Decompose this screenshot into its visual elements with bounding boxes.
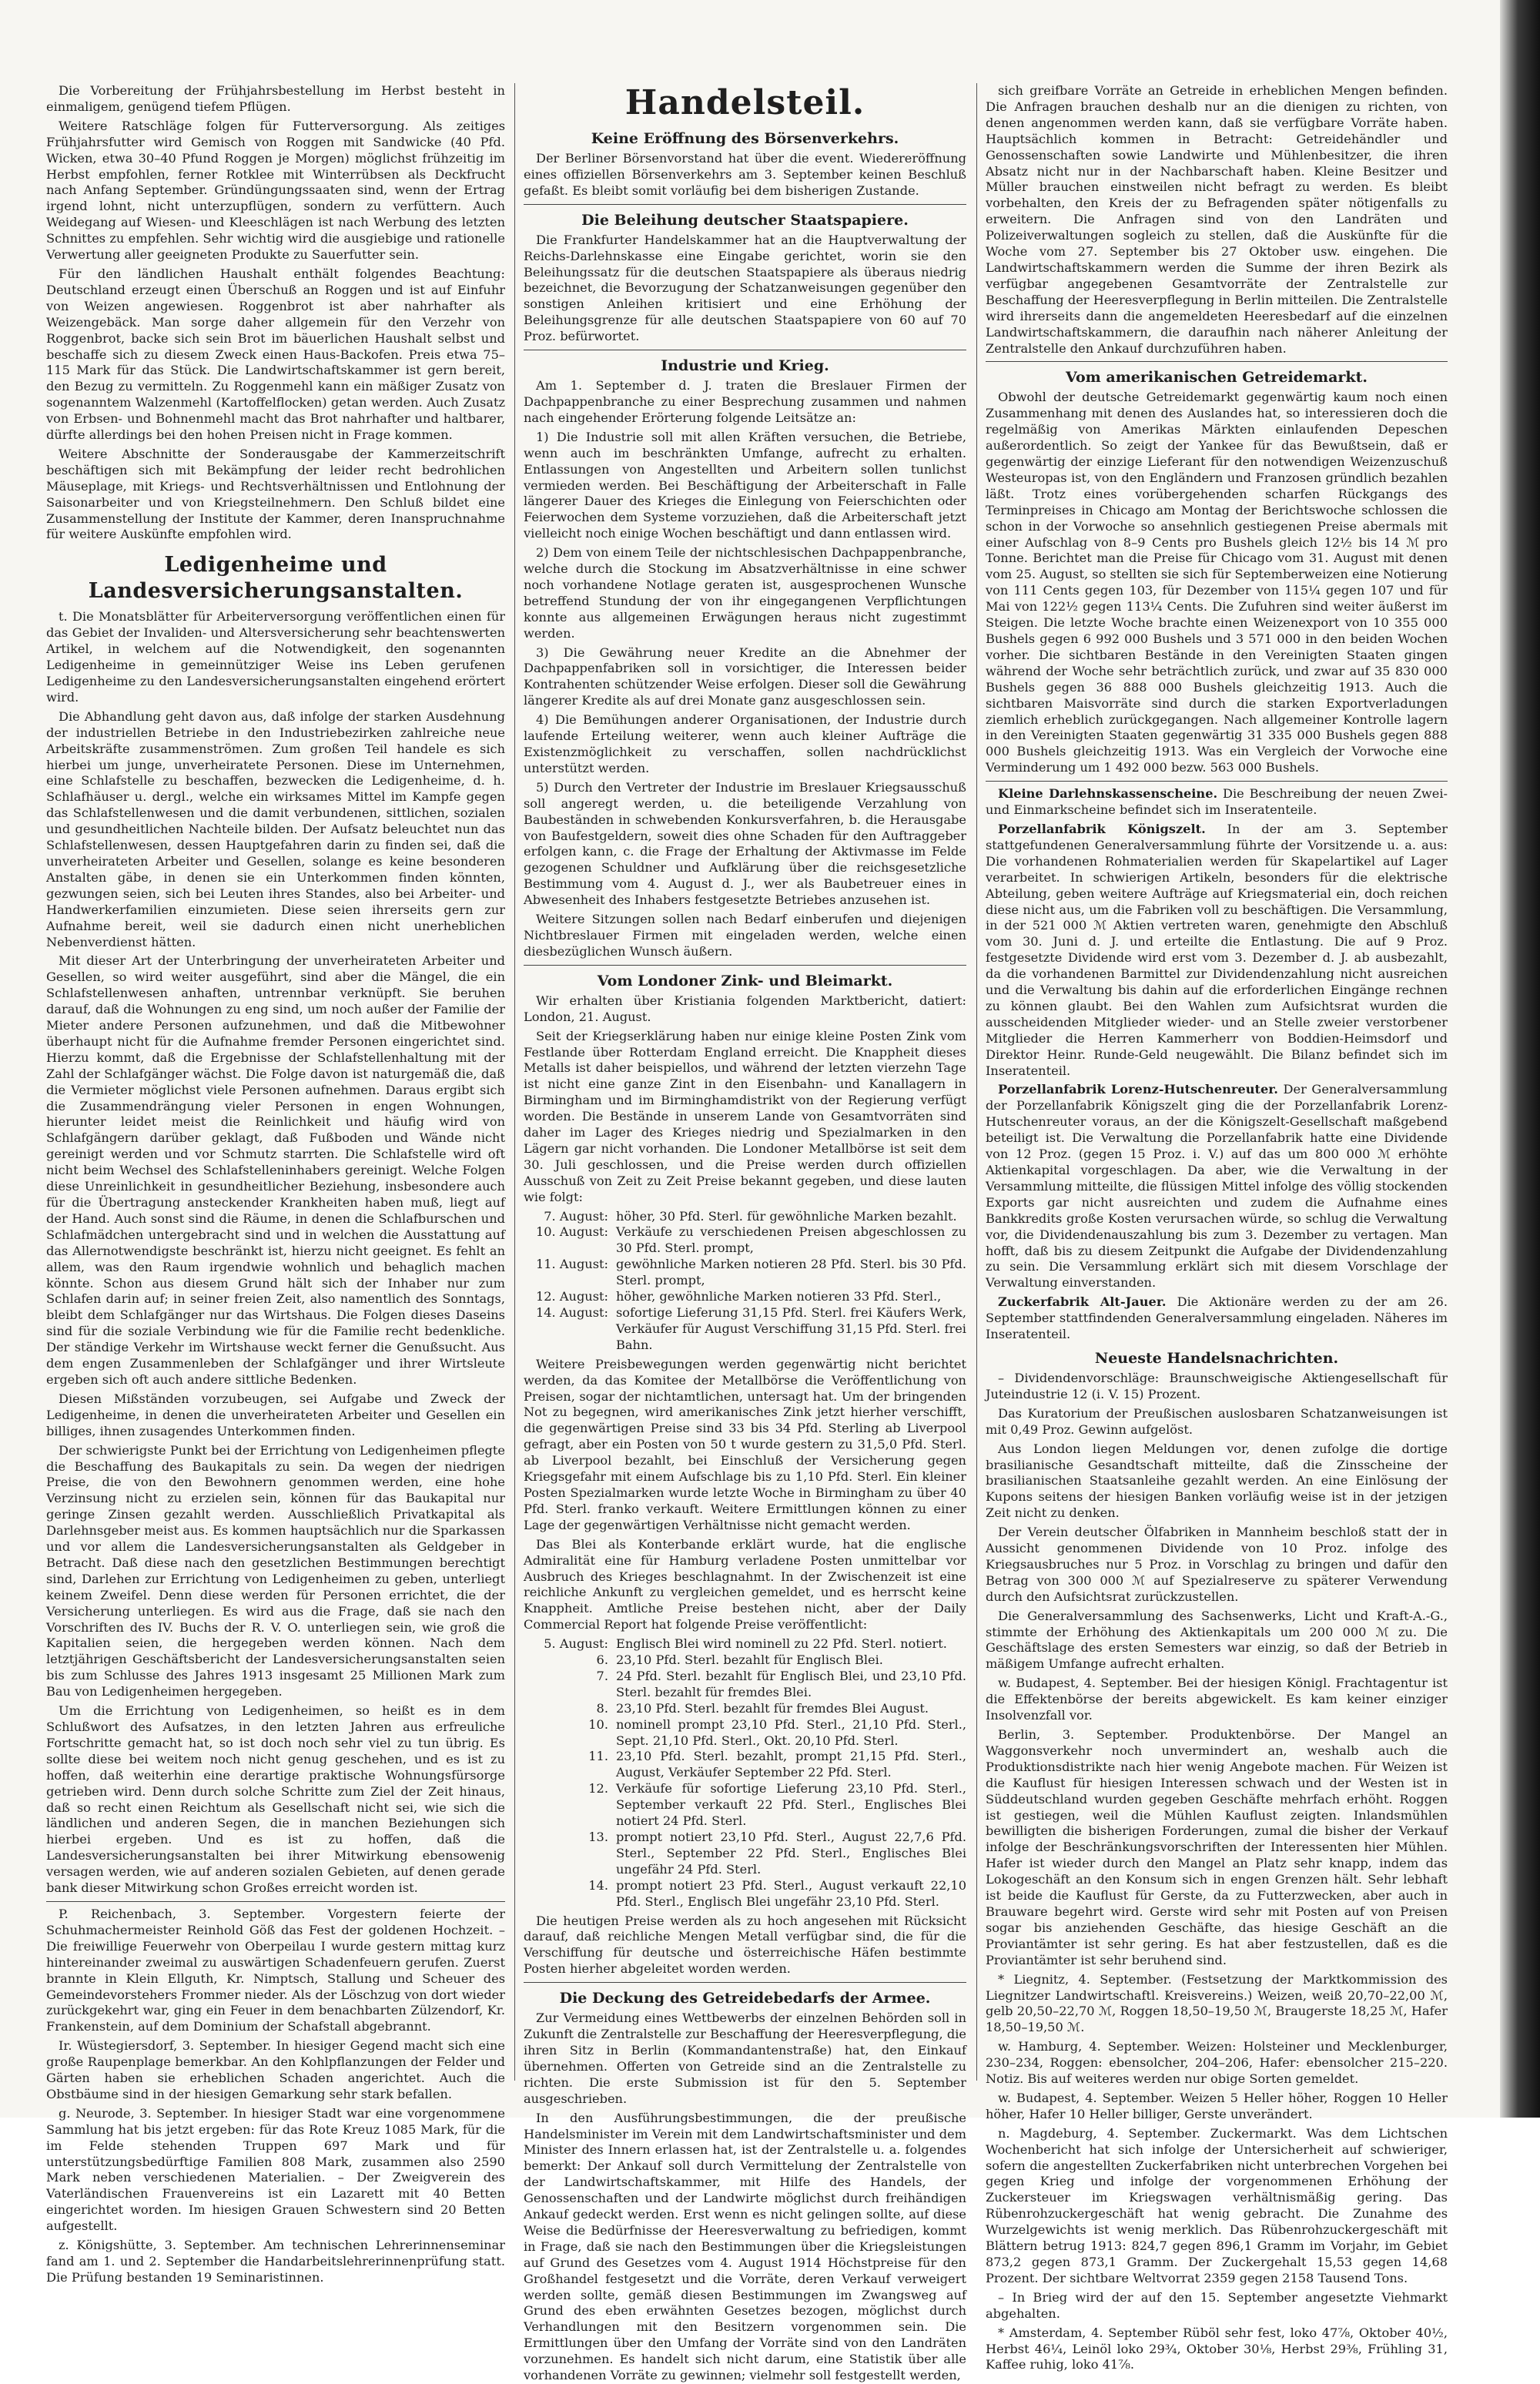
price-date: 7. August:: [544, 1208, 608, 1224]
paragraph: Das Blei als Konterbande erklärt wurde, hat die englische Admiralität eine für Hamburg verladene Posten unmittelbar vor Ausbruch des Krieges beschlagnahmt. In der Zwischenzeit ist eine reichliche Ankunft zu vergleichen gemeldet, und es herrscht keine Knappheit. Amtliche Preise bestehen nicht, aber der Daily Commercial Report hat folgende Preise veröffentlicht:: [524, 1536, 966, 1632]
paragraph: Die Frankfurter Handelskammer hat an die Hauptverwaltung der Reichs-Darlehnskasse eine Eingabe gerichtet, worin sie den Beleihungssatz für die deutschen Staatspapiere als überaus niedrig bezeichnet, die Bevorzugung der Schatzanweisungen gegenüber den sonstigen Anleihen kritisiert und eine Erhöhung der Beleihungsgrenze für alle deutschen Staatspapiere von 60 auf 70 Proz. befürwortet.: [524, 232, 966, 344]
price-table: [524, 1209, 966, 1354]
price-date: 12. August:: [535, 1289, 608, 1304]
paragraph: Die Abhandlung geht davon aus, daß infolge der starken Ausdehnung der industriellen Betriebe in den Industriebezirken zahlreiche neue Arbeitskräfte zusammenströmen. Zum großen Teil handele es sich hierbei um junge, unverheiratete Personen. Diese im Unternehmen, eine Schlafstelle zu beschaffen, bezwecken die Ledigenheime, d. h. Schlafhäuser u. dergl., welche ein wirksames Mittel im Kampfe gegen das Schlafstellenwesen und die damit verbundenen, sittlichen, sozialen und gesundheitlichen Nachteile bilden. Der Aufsatz beleuchtet nun das Schlafstellenwesen, dessen Hauptgefahren darin zu finden sei, daß die unverheirateten Arbeiter und Gesellen, solange es keine besonderen Anstalten gäbe, in denen sie ein Unterkommen finden könnten, gezwungen seien, sich bei Leuten ihres Standes, also bei Arbeiter- und Handwerkerfamilien einzumieten. Diese seien ihrerseits gern zur Aufnahme bereit, weil sie dadurch einen nicht unerheblichen Nebenverdienst hätten.: [46, 708, 505, 949]
column-left: [46, 83, 505, 2285]
paragraph: Die Generalversammlung des Sachsenwerks, Licht und Kraft-A.-G., stimmte der Erhöhung des Aktienkapitals um 200 000 ℳ zu. Die Geschäftslage des ersten Semesters war einzig, so daß der Betrieb in mäßigem Umfange aufrecht erhalten.: [986, 1608, 1448, 1672]
price-text: prompt notiert 23,10 Pfd. Sterl., August 22,7,6 Pfd. Sterl., September 22 Pfd. Sterl., Englisches Blei ungefähr 24 Pfd. Sterl.: [616, 1830, 966, 1877]
paragraph: n. Magdeburg, 4. September. Zuckermarkt. Was dem Lichtschen Wochenbericht hat sich infolge der Untersicherheit auf schwieriger, sofern die angestellten Zuckerfabriken nicht unterbrechen Vorgehen bei gegen Krieg und infolge der vorgenommenen Erhöhung der Zuckersteuer im Kriegswagen verhältnismäßig gering. Das Rübenrohzuckergeschäft hat wenig gebracht. Die Zunahme des Wurzelgewichts ist wenig merklich. Das Rübenrohzuckergeschäft mit Blättern betrug 1913: 824,7 gegen 896,1 Gramm im Vorjahr, im Gebiet 873,2 gegen 873,1 Gramm. Der Zuckergehalt 15,53 gegen 14,68 Prozent. Der sichtbare Weltvorrat 2359 gegen 2158 Tausend Tons.: [986, 2125, 1448, 2285]
company-notice: [986, 1294, 1448, 1343]
price-date: 13.: [588, 1830, 608, 1844]
paragraph: Der Berliner Börsenvorstand hat über die event. Wiedereröffnung eines offiziellen Börsenverkehrs am 3. September keinen Beschluß gefaßt. Es bleibt somit vorläufig bei dem bisherigen Zustande.: [524, 151, 966, 198]
paragraph: 5) Durch den Vertreter der Industrie im Breslauer Kriegsausschuß soll angeregt werden, u. die beteiligende Verzahlung von Baubeständen in schwebenden Konkursverfahren, b. die Herausgabe von Baufestgeldern, soweit dies ohne Schaden für den Auftraggeber erfolgen kann, c. die Frage der Erhaltung der Aktivmasse im Felde gezogenen Schuldner und Aufklärung über die reichsgesetzliche Bestimmung vom 4. August d. J., wer als Baubetreuer eines in Abwesenheit des Inhabers festgesetzte Betriebes anzusehen ist.: [524, 779, 966, 908]
notice-head: Porzellanfabrik Königszelt.: [998, 821, 1206, 836]
price-date: 11. August:: [535, 1257, 608, 1272]
paragraph: w. Budapest, 4. September. Bei der hiesigen Königl. Frachtagentur ist die Effektenbörse der bereits abgewickelt. Es kam keiner einziger Insolvenzfall vor.: [986, 1676, 1448, 1723]
price-row: [524, 1652, 966, 1669]
paragraph: Die Vorbereitung der Frühjahrsbestellung im Herbst besteht in einmaligem, genügend tiefem Pflügen.: [46, 83, 505, 114]
paragraph: g. Neurode, 3. September. In hiesiger Stadt war eine vorgenommene Sammlung hat bis jetzt ergeben: für das Rote Kreuz 1085 Mark, für die im Felde stehenden Truppen 697 Mark und für unterstützungsbedürftige Familien 808 Mark, zusammen also 2590 Mark neben verschiedenen Materialien. – Der Zweigverein des Vaterländischen Frauenvereins ist ein Lazarett mit 40 Betten eingerichtet worden. Im hiesigen Grauen Schwestern sind 20 Betten aufgestellt.: [46, 2105, 505, 2234]
column-right: [986, 83, 1448, 2372]
price-table: [524, 1636, 966, 1910]
price-date: 5. August:: [544, 1636, 608, 1652]
paragraph: w. Budapest, 4. September. Weizen 5 Heller höher, Roggen 10 Heller höher, Hafer 10 Heller billiger, Gerste unverändert.: [986, 2090, 1448, 2121]
article-heading: Die Deckung des Getreidebedarfs der Armee.: [559, 1990, 931, 2007]
price-row: [524, 1636, 966, 1652]
price-row: [524, 1878, 966, 1910]
price-row: [524, 1830, 966, 1878]
price-row: [524, 1289, 966, 1305]
price-date: 8.: [596, 1700, 608, 1716]
company-notice: [986, 786, 1448, 819]
paragraph: P. Reichenbach, 3. September. Vorgestern feierte der Schuhmachermeister Reinhold Göß das Fest der goldenen Hochzeit. – Die freiwillige Feuerwehr von Oberpeilau I wurde gestern mittag kurz hintereinander zweimal zu auswärtigen Schadenfeuern gerufen. Zuerst brannte in Klein Ellguth, Kr. Nimptsch, Stallung und Scheuer des Gemeindevorstehers Frommer nieder. Als der Löschzug von dort wieder zurückgekehrt war, ging ein Feuer in dem benachbarten Zülzendorf, Kr. Frankenstein, auf dem Dominium der Schafstall abgebrannt.: [46, 1906, 505, 2034]
paragraph: * Amsterdam, 4. September Rüböl sehr fest, loko 47⅞, Oktober 40½, Herbst 46¼, Leinöl loko 29¾, Oktober 30⅛, Herbst 29⅜, Frühling 31, Kaffee ruhig, loko 41⅞.: [986, 2325, 1448, 2372]
paragraph: Für den ländlichen Haushalt enthält folgendes Beachtung: Deutschland erzeugt einen Überschuß an Roggen und ist auf Einfuhr von Weizen angewiesen. Roggenbrot ist aber nahrhafter als Weizengebäck. Man sorge daher allgemein für den Verzehr von Roggenbrot, backe sich sein Brot im bäuerlichen Haushalt selbst und beschaffe sich zu diesem Zweck einen Haus-Backofen. Preis etwa 75–115 Mark für das Stück. Die Landwirtschaftskammer ist gern bereit, den Bezug zu vermitteln. Zu Roggenmehl kann ein mäßiger Zusatz von sogenanntem Walzenmehl (Kartoffelflocken) getan werden. Auch Zusatz von Erbsen- und Bohnenmehl macht das Brot nahrhafter und haltbarer, dürfte allerdings bei den hohen Preisen nicht in Frage kommen.: [46, 266, 505, 443]
paragraph: Aus London liegen Meldungen vor, denen zufolge die dortige brasilianische Gesandtschaft mitteilte, daß die Zinsscheine der brasilianischen Staatsanleihe gezahlt werden. An eine Einlösung der Kupons seitens der hiesigen Banken vorläufig weise ist in der jetzigen Zeit nicht zu denken.: [986, 1441, 1448, 1521]
price-row: [524, 1749, 966, 1781]
notice-text: Die Aktionäre werden zu der am 26. September stattfindenden Generalversammlung eingeladen. Näheres im Inseratenteil.: [986, 1294, 1448, 1342]
paragraph: Um die Errichtung von Ledigenheimen, so heißt es in dem Schlußwort des Aufsatzes, in den letzten Jahren aus erfreuliche Fortschritte gemacht hat, so ist doch noch sehr viel zu tun übrig. Es sollte diese bei weitem noch nicht genug geschehen, und es ist zu hoffen, daß weiterhin eine derartige praktische Wohnungsfürsorge getrieben wird. Denn durch solche Schritte zum Ziel der Zeit hinaus, daß so recht einen Reichtum als Gesellschaft nicht sei, wie sich die ländlichen und anderen Segen, die in manchen Beziehungen sich hierbei ergeben. Und es ist zu hoffen, daß die Landesversicherungsanstalten bei ihrer Mitwirkung ebensowenig versagen werden, wie auf anderen sozialen Gebieten, auf denen gerade bank dieser Mitwirkung schon Großes erreicht worden ist.: [46, 1703, 505, 1896]
price-row: [524, 1209, 966, 1225]
paragraph: Obwohl der deutsche Getreidemarkt gegenwärtig kaum noch einen Zusammenhang mit denen des Auslandes hat, so interessieren doch die regelmäßig von Amerikas Märkten einlaufenden Depeschen außerordentlich. So zeigt der Yankee für das Bewußtsein, daß er gegenwärtig der einzige Lieferant für den notwendigen Weizenzuschuß Westeuropas ist, von den Engländern und Franzosen gründlich bezahlen läßt. Trotz eines vorübergehenden scharfen Rückgangs des Terminpreises in Chicago am Montag der Berichtswoche schlossen die schon in der Vorwoche so ansehnlich gestiegenen Preise abermals mit einer Aufschlag von 8–9 Cents pro Bushels gleich 12½ bis 14 ℳ pro Tonne. Berichtet man die Preise für Chicago vom 31. August mit denen vom 25. August, so stellten sie sich für Septemberweizen eine Notierung von 111 Cents gegen 103, für Dezember von 115¼ gegen 107 und für Mai von 122½ gegen 113¼ Cents. Die Zufuhren sind weiter äußerst im Steigen. Die letzte Woche brachte einen Weizenexport von 10 355 000 Bushels gegen 6 992 000 Bushels und 3 571 000 in den beiden Wochen vorher. Die sichtbaren Bestände in den Vereinigten Staaten gingen während der Woche sehr beträchtlich zurück, und zwar auf 35 830 000 Bushels gegen 36 888 000 Bushels gleichzeitig 1913. Auch die sichtbaren Maisvorräte sind durch die starken Exportverladungen ziemlich erheblich zurückgegangen. Nach allgemeiner Kontrolle lagern in den Vereinigten Staaten gegenwärtig 31 335 000 Bushels gegen 888 000 Bushels gleichzeitig 1913. Was ein Vergleich der Vorwoche eine Verminderung um 1 492 000 bezw. 563 000 Bushels.: [986, 390, 1448, 775]
price-row: [524, 1305, 966, 1354]
price-text: nominell prompt 23,10 Pfd. Sterl., 21,10 Pfd. Sterl., Sept. 21,10 Pfd. Sterl., Okt. 20,10 Pfd. Sterl.: [616, 1716, 966, 1748]
notice-head: Zuckerfabrik Alt-Jauer.: [998, 1294, 1167, 1310]
column-rule: [976, 83, 977, 2081]
price-row: [524, 1669, 966, 1701]
price-text: 23,10 Pfd. Sterl. bezahlt für fremdes Blei August.: [616, 1700, 929, 1716]
american-market-heading: Vom amerikanischen Getreidemarkt.: [1066, 369, 1368, 387]
paragraph: – Dividendenvorschläge: Braunschweigische Aktiengesellschaft für Juteindustrie 12 (i. V. 15) Prozent.: [986, 1370, 1448, 1401]
commerce-articles: [524, 129, 966, 2384]
paragraph: sich greifbare Vorräte an Getreide in erheblichen Mengen befinden. Die Anfragen brauchen deshalb nur an die dienigen zu richten, von denen angenommen werden kann, daß sie verfügbare Vorräte haben. Hauptsächlich kommen in Betracht: Getreidehändler und Genossenschaften sowie Landwirte und Mühlenbesitzer, die ihren Absatz nicht nur in der Nachbarschaft haben. Kleine Besitzer und Müller brauchen einstweilen nicht befragt zu werden. Es bleibt vorbehalten, den Kreis der zu Befragenden später nötigenfalls zu erweitern. Die Anfragen sind von den Landräten und Polizeiverwaltungen sogleich zu stellen, daß die Auskünfte für die Woche vom 27. September bis 27 Oktober usw. eingehen. Die Landwirtschaftskammern werden die Summe der ihren Bezirk als verfügbar angegebenen Gesamtvorräte der Zentralstelle zur Beschaffung der Heeresverpflegung in Berlin mitteilen. Die Zentralstelle wird ihrerseits dann die angemeldeten Heeresbedarf auf die einzelnen Landwirtschaftskammern, die daraufhin nach näherer Anleitung der Zentralstelle den Ankauf durchzuführen haben.: [986, 83, 1448, 356]
notice-text: In der am 3. September stattgefundenen Generalversammlung führte der Vorsitzende u. a. aus: Die vorhandenen Rohmaterialien werden für Skapelartikel auf Lager verarbeitet. In schwierigen Artikeln, besonders für die elektrische Abteilung, geben weitere Aufträge auf Kriegsmaterial ein, doch reichen diese nicht aus, um die Fabriken voll zu beschäftigen. Die Versammlung, in der 521 000 ℳ Aktien vertreten waren, genehmigte den Abschluß vom 30. Juni d. J. und erteilte die Entlastung. Die auf 9 Proz. festgesetzte Dividende wird erst vom 3. Dezember d. J. ab ausbezahlt, da die vorhandenen Barmittel zur Dividendenzahlung nicht ausreichen und die Verwaltung bis dahin auf die erforderlichen Eingänge rechnen zu können glaubt. Bei den Wahlen zum Aufsichtsrat wurden die ausscheidenden Mitglieder wieder- und an Stelle zweier verstorbener Mitglieder die Herren Kammerherr von Boddien-Heimsdorf und Direktor Heinr. Runde-Geld neugewählt. Die Bilanz befindet sich im Inseratenteil.: [986, 821, 1448, 1078]
latest-news: [986, 1371, 1448, 2373]
paragraph: Diesen Mißständen vorzubeugen, sei Aufgabe und Zweck der Ledigenheime, in denen die unverheirateten Arbeiter und Gesellen ein billiges, ihnen zusagendes Unterkommen finden.: [46, 1391, 505, 1438]
price-text: gewöhnliche Marken notieren 28 Pfd. Sterl. bis 30 Pfd. Sterl. prompt,: [616, 1257, 966, 1288]
american-market-article: [986, 390, 1448, 776]
paragraph: Die heutigen Preise werden als zu hoch angesehen mit Rücksicht darauf, daß reichliche Mengen Metall verfügbar sind, die für die Verschiffung für deutsche und österreichische Häfen bestimmte Posten hierher abgeleitet worden werden.: [524, 1913, 966, 1977]
price-row: [524, 1781, 966, 1830]
divider: [524, 1982, 966, 1983]
article-heading: Die Beleihung deutscher Staatspapiere.: [581, 211, 909, 229]
paragraph: Berlin, 3. September. Produktenbörse. Der Mangel an Waggonsverkehr noch unvermindert an, weshalb auch die Produktionsdistrikte nach hier wenig Angebote machen. Für Weizen ist die Kauflust für hiesigen Interessen schwach und der Westen ist in Süddeutschland wurden gegeben Geschäfte mehrfach erhöht. Roggen ist gestiegen, weil die Mühlen Kauflust zeigten. Inlandsmühlen bewilligten die bisherigen Forderungen, zumal die bisher der Verkauf infolge der Beschränkungsvorschriften der Interessenten hier Mühlen. Hafer ist wieder durch den Mangel an Platz sehr knapp, indem das Lokogeschäft an den Konsum sich in engen Grenzen hält. Sehr lebhaft ist beide die Kauflust für Gerste, da zu Futterzwecken, aber auch in Brauware begehrt wird. Gerste wird sehr mit Posten auf von Preisen sogar bis anziehenden Geschäfte, das hiesige Geschäft an die Proviantämter ist sehr gering. Es hat aber festzustellen, daß es die Proviantämter ist sehr beruhend sind.: [986, 1727, 1448, 1967]
paragraph: 1) Die Industrie soll mit allen Kräften versuchen, die Betriebe, wenn auch im beschränkten Umfange, aufrecht zu erhalten. Entlassungen von Angestellten und Arbeitern sollen tunlichst vermieden werden. Bei Beschäftigung der Arbeiterschaft in Falle längerer Dauer des Krieges die Einlegung von Feierschichten oder Feierwochen dem Systeme vorzuziehen, daß die Arbeiterschaft jetzt vielleicht noch einige Wochen beschäftigt und dann entlassen wird.: [524, 429, 966, 541]
price-text: höher, 30 Pfd. Sterl. für gewöhnliche Marken bezahlt.: [616, 1208, 957, 1224]
column-middle: [524, 83, 966, 2383]
price-text: 24 Pfd. Sterl. bezahlt für Englisch Blei, und 23,10 Pfd. Sterl. bezahlt für fremdes Blei.: [616, 1668, 966, 1699]
notice-text: Der Generalversammlung der Porzellanfabrik Königszelt ging die der Porzellanfabrik Lorenz-Hutschenreuter voraus, an der die Königszelt-Gesellschaft maßgebend beteiligt ist. Die Verwaltung die Porzellanfabrik hatte eine Dividende von 12 Proz. (gegen 15 Proz. i. V.) auf das um 800 000 ℳ erhöhte Aktienkapital vorgeschlagen. Da aber, wie die Verwaltung in der Versammlung mitteilte, die flüssigen Mittel infolge des völlig stockenden Exports gar nicht ausreichten und zudem die Aufnahme eines Bankkredits große Kosten verursachen würde, so schlug die Verwaltung vor, die Dividendenauszahlung bis zum 3. Dezember zu vertagen. Man hofft, daß bis zu diesem Zeitpunkt die Aufgabe der Dividendenzahlung zu sein. Die Versammlung erklärt sich mit diesem Vorschlage der Verwaltung einverstanden.: [986, 1082, 1448, 1291]
divider: [986, 781, 1448, 782]
price-text: 23,10 Pfd. Sterl. bezahlt, prompt 21,15 Pfd. Sterl., August, Verkäufer September 22 Pfd. Sterl.: [616, 1749, 966, 1780]
price-text: Verkäufe zu verschiedenen Preisen abgeschlossen zu 30 Pfd. Sterl. prompt,: [616, 1224, 966, 1256]
divider: [46, 1901, 505, 1902]
paragraph: Der schwierigste Punkt bei der Errichtung von Ledigenheimen pflegte die Beschaffung des Baukapitals zu sein. Da wegen der niedrigen Preise, die von den Bewohnern genommen werden, eine hohe Verzinsung nicht zu erzielen sein, können für das Baukapital nur geringe Zinsen gezahlt werden. Ausschließlich Privatkapital als Darlehnsgeber meist aus. Es kommen hauptsächlich nur die Sparkassen und vor allem die Landesversicherungsanstalten als Geldgeber in Betracht. Daß diese nach den gesetzlichen Bestimmungen berechtigt sind, Darlehen zur Errichtung von Ledigenheimen zu geben, unterliegt keinem Zweifel. Denn diese werden für Personen errichtet, die der Versicherung unterliegen. Es wird aus die Frage, daß sie nach den Vorschriften des IV. Buchs der R. V. O. unterliegen sein, wie groß die Kapitalien seien, die hergegeben werden können. Nach dem letztjährigen Geschäftsbericht der Landesversicherungsanstalten seien bis zum Schlusse des Jahres 1913 insgesamt 25 Millionen Mark zum Bau von Ledigenheimen hergegeben.: [46, 1442, 505, 1699]
price-date: 10.: [588, 1716, 608, 1732]
price-date: 14.: [588, 1877, 608, 1893]
notice-head: Kleine Darlehnskassenscheine.: [998, 786, 1218, 802]
price-text: Verkäufe für sofortige Lieferung 23,10 Pfd. Sterl., September verkauft 22 Pfd. Sterl., Englisches Blei notiert 24 Pfd. Sterl.: [616, 1781, 966, 1829]
notice-head: Porzellanfabrik Lorenz-Hutschenreuter.: [998, 1082, 1278, 1097]
company-notice: [986, 822, 1448, 1080]
paragraph: Seit der Kriegserklärung haben nur einige kleine Posten Zink vom Festlande über Rotterdam England erreicht. Die Knappheit dieses Metalls ist daher beispiellos, und während der letzten vierzehn Tage ist nicht eine ganze Zint in den Eisenbahn- und Kanallagern in Birmingham und im Birminghamdistrikt von der Regierung verfügt worden. Die Bestände in unserem Lande von Gesamtvorräten sind daher im Lager des Krieges niedrig und Spezialmarken in den Lägern gar nicht vorhanden. Die Londoner Metallbörse ist seit dem 30. Juli geschlossen, und die Preise werden durch offiziellen Ausschuß von Zeit zu Zeit Preise bekannt gegeben, und diese lauten wie folgt:: [524, 1028, 966, 1204]
paragraph: Weitere Abschnitte der Sonderausgabe der Kammerzeitschrift beschäftigen sich mit Bekämpfung der leider recht bedrohlichen Mäuseplage, mit Kriegs- und Rechtsverhältnissen und Entlohnung der Saisonarbeiter und von Kriegsteilnehmern. Den Schluß bildet eine Zusammenstellung der Institute der Kammer, deren Inanspruchnahme für weitere Auskünfte empfohlen wird.: [46, 446, 505, 542]
article-heading: Keine Eröffnung des Börsenverkehrs.: [591, 130, 899, 147]
binding-shadow: [1500, 0, 1540, 2118]
paragraph: Ir. Wüstegiersdorf, 3. September. In hiesiger Gegend macht sich eine große Raupenplage bemerkbar. An den Kohlpflanzungen der Felder und Gärten haben sie erheblichen Schaden angerichtet. Auch die Obstbäume sind in der hiesigen Gemarkung sehr stark befallen.: [46, 2038, 505, 2101]
grain-continuation: [986, 83, 1448, 357]
notice-text: Die Beschreibung der neuen Zwei- und Einmarkscheine befindet sich im Inseratenteile.: [986, 786, 1448, 818]
paragraph: z. Königshütte, 3. September. Am technischen Lehrerinnenseminar fand am 1. und 2. September die Handarbeitslehrerinnenprüfung statt. Die Prüfung bestanden 19 Seminaristinnen.: [46, 2238, 505, 2285]
section-title: Handelsteil.: [624, 83, 865, 122]
paragraph: 2) Dem von einem Teile der nichtschlesischen Dachpappenbranche, welche durch die Stockung im Absatzverhältnisse in eine schwer noch vorhandene Notlage geraten ist, ausgesprochenen Wunsche betreffend Stundung der von ihr eingegangenen Verpflichtungen konnte aus allgemeinen Erwägungen heraus nicht zugestimmt werden.: [524, 545, 966, 641]
price-text: 23,10 Pfd. Sterl. bezahlt für Englisch Blei.: [616, 1652, 883, 1668]
paragraph: – In Brieg wird der auf den 15. September angesetzte Viehmarkt abgehalten.: [986, 2289, 1448, 2321]
paragraph: Weitere Preisbewegungen werden gegenwärtig nicht berichtet werden, da das Komitee der Metallbörse die Veröffentlichung von Preisen, sogar der nichtamtlichen, untersagt hat. Um der bringenden Not zu begegnen, wird amerikanisches Zink jetzt hierher verschifft, die gegenwärtigen Preise sind 33 bis 34 Pfd. Sterling ab Liverpool gefragt, aber ein Posten von 50 t wurde gestern zu 31,5,0 Pfd. Sterl. ab Liverpool bezahlt, bei Einschluß der Versicherung gegen Kriegsgefahr mit einem Aufschlage bis zu 1,10 Pfd. Sterl. Ein kleiner Posten Spezialmarken wurde letzte Woche in Birmingham zu über 40 Pfd. Sterl. franko verkauft. Weitere Ermittlungen können zu einer Lage der gegenwärtigen Verhältnisse nicht gemacht werden.: [524, 1356, 966, 1532]
price-text: sofortige Lieferung 31,15 Pfd. Sterl. frei Käufers Werk, Verkäufer für August Verschiffung 31,15 Pfd. Sterl. frei Bahn.: [616, 1305, 966, 1352]
paragraph: w. Hamburg, 4. September. Weizen: Holsteiner und Mecklenburger, 230–234, Roggen: ebensolcher, 204–206, Hafer: ebensolcher 215–220. Notiz. Bis auf weiteres werden nur obige Sorten gemeldet.: [986, 2039, 1448, 2087]
article-heading: Industrie und Krieg.: [661, 357, 829, 375]
price-text: prompt notiert 23 Pfd. Sterl., August verkauft 22,10 Pfd. Sterl., Englisch Blei ungefähr 23,10 Pfd. Sterl.: [616, 1877, 966, 1909]
paragraph: t. Die Monatsblätter für Arbeiterversorgung veröffentlichen einen für das Gebiet der Invaliden- und Altersversicherung sehr beachtenswerten Artikel, in welchem auf die Notwendigkeit, den sogenannten Ledigenheime in gemeinnütziger Weise ins Leben gerufenen Ledigenheime zu den Landesversicherungsanstalten eingehend erörtert wird.: [46, 609, 505, 705]
paragraph: Wir erhalten über Kristiania folgenden Marktbericht, datiert: London, 21. August.: [524, 993, 966, 1024]
paragraph: Zur Vermeidung eines Wettbewerbs der einzelnen Behörden soll in Zukunft die Zentralstelle zur Beschaffung der Heeresverpflegung, die ihren Sitz in Berlin (Kommandantenstraße) hat, den Einkauf übernehmen. Offerten von Getreide sind an die Zentralstelle zu richten. Die erste Submission ist für den 5. September ausgeschrieben.: [524, 2011, 966, 2106]
divider: [524, 965, 966, 966]
latest-news-heading: Neueste Handelsnachrichten.: [1094, 1349, 1339, 1367]
price-text: Englisch Blei wird nominell zu 22 Pfd. Sterl. notiert.: [616, 1636, 947, 1652]
paragraph: In den Ausführungsbestimmungen, die der preußische Handelsminister im Verein mit dem Landwirtschaftsminister und dem Minister des Innern erlassen hat, ist der Zentralstelle u. a. folgendes bemerkt: Der Ankauf soll durch Vermittelung der Zentralstelle von der Landwirtschaftskammer, mit Hilfe des Handels, der Genossenschaften und der Landwirte möglichst durch freihändigen Ankauf gedeckt werden. Erst wenn es nicht gelingen sollte, auf diese Weise die Bedürfnisse der Heeresverwaltung zu befriedigen, kommt in Frage, daß sie nach den Bestimmungen über die Kriegsleistungen auf Grund des Gesetzes vom 4. August 1914 Höchstpreise für den Großhandel festgesetzt und die Vorräte, deren Verkauf verweigert werden sollte, gemäß diesen Bestimmungen im Zwangsweg auf Grund des eben erwähnten Gesetzes bezogen, möglichst durch Verhandlungen mit den Besitzern vorgenommen sein. Die Ermittlungen über den Umfang der Vorräte sind von den Landräten vorzunehmen. Es handelt sich nicht darum, eine Statistik über alle vorhandenen Vorräte zu gewinnen; vielmehr soll festgestellt werden,: [524, 2110, 966, 2383]
price-date: 12.: [588, 1781, 608, 1796]
price-text: höher, gewöhnliche Marken notieren 33 Pfd. Sterl.,: [616, 1289, 942, 1304]
article-heading: Vom Londoner Zink- und Bleimarkt.: [597, 972, 893, 989]
column-rule: [514, 83, 515, 2081]
paragraph: Weitere Ratschläge folgen für Futterversorgung. Als zeitiges Frühjahrsfutter wird Gemisch von Roggen mit Sandwicke (40 Pfd. Wicken, etwa 30–40 Pfund Roggen je Morgen) möglichst frühzeitig im Herbst empfohlen, ferner Rotklee mit Winterrübsen als Deckfrucht nach Anfang September. Gründüngungssaaten sind, wenn der Ertrag irgend lohnt, nicht unterzupflügen, sondern zu verfüttern. Auch Weidegang auf Wiesen- und Kleeschlägen ist nach Werbung des letzten Schnittes zu empfehlen. Sehr wichtig wird die ausgiebige und rationelle Verwertung aller geeigneten Produkte zu Sauerfutter sein.: [46, 118, 505, 263]
paragraph: Der Verein deutscher Ölfabriken in Mannheim beschloß statt der in Aussicht genommenen Dividende von 10 Proz. infolge des Kriegsausbruches nur 5 Proz. in Vorschlag zu bringen und dafür den Betrag von 300 000 ℳ auf Spezialreserve zu späterer Verwendung durch den Aufsichtsrat zurückzustellen.: [986, 1525, 1448, 1604]
paragraph: Das Kuratorium der Preußischen auslosbaren Schatzanweisungen ist mit 0,49 Proz. Gewinn aufgelöst.: [986, 1405, 1448, 1437]
price-date: 6.: [596, 1652, 608, 1668]
price-date: 10. August:: [535, 1224, 608, 1240]
local-news: [46, 1907, 505, 2286]
paragraph: Am 1. September d. J. traten die Breslauer Firmen der Dachpappenbranche zu einer Besprechung zusammen und nahmen nach eingehender Erörterung folgende Leitsätze an:: [524, 378, 966, 425]
price-row: [524, 1224, 966, 1257]
divider: [524, 204, 966, 205]
price-date: 7.: [596, 1668, 608, 1683]
company-notices: [986, 786, 1448, 1343]
price-row: [524, 1701, 966, 1717]
price-row: [524, 1257, 966, 1289]
paragraph: Weitere Sitzungen sollen nach Bedarf einberufen und diejenigen Nichtbreslauer Firmen mit eingeladen werden, welche einen diesbezüglichen Wunsch äußern.: [524, 912, 966, 959]
divider: [986, 361, 1448, 362]
ledigenheime-heading: Ledigenheime und Landesversicherungsanstalten.: [88, 553, 464, 604]
price-row: [524, 1717, 966, 1749]
paragraph: Mit dieser Art der Unterbringung der unverheirateten Arbeiter und Gesellen, so wird weiter ausgeführt, sind aber die Mängel, die ein Schlafstellenwesen anhaften, untrennbar verknüpft. Sie beruhen darauf, daß die Wohnungen zu eng sind, um noch außer der Familie der Mieter andere Personen aufzunehmen, und daß die Mitbewohner überhaupt nicht für die Aufnahme fremder Personen eingerichtet sind. Hierzu kommt, daß die Ergebnisse der Schlafstellenhaltung mit der Zahl der Schlafgänger wächst. Die Folge davon ist naturgemäß die, daß die Vermieter möglichst viele Personen aufnehmen. Daraus ergibt sich die Zusammendrängung vieler Personen in engen Wohnungen, hierunter leidet meist die Reinlichkeit und häufig wird von Schlafgängern darüber geklagt, daß Fußboden und Wände nicht gereinigt werden und vor Schmutz starrten. Die Schlafstelle wird oft nicht beim Wechsel des Schlafstelleninhabers gereinigt. Welche Folgen diese Unreinlichkeit in gesundheitlicher Beziehung, insbesondere auch für die Übertragung ansteckender Krankheiten haben muß, liegt auf der Hand. Auch sonst sind die Räume, in denen die Schlafburschen und Schlafmädchen untergebracht sind und in welchen die Ausstattung auf das Allernotwendigste beschränkt ist, hierzu nicht geeignet. Es fehlt an allem, was den Raum irgendwie wohnlich und behaglich machen könnte. Schon aus diesem Grund hält sich der Inhaber nur zum Schlafen darin auf; in seiner freien Zeit, also namentlich des Sonntags, bleibt dem Schlafgänger nur das Wirtshaus. Die Folgen dieses Daseins sind für die soziale Verbindung wie für die Familie recht bedenkliche. Der ständige Verkehr im Wirtshause weckt ferner die Genußsucht. Aus dem engen Zusammenleben der Schlafgänger und ihrer Wirtsleute ergeben sich oft auch andere sittliche Bedenken.: [46, 953, 505, 1387]
paragraph: * Liegnitz, 4. September. (Festsetzung der Marktkommission des Liegnitzer Landwirtschaftl. Kreisvereins.) Weizen, weiß 20,70–22,00 ℳ, gelb 20,50–22,70 ℳ, Roggen 18,50–19,50 ℳ, Braugerste 18,25 ℳ, Hafer 18,50–19,50 ℳ.: [986, 1971, 1448, 2035]
agriculture-article: [46, 83, 505, 543]
paragraph: 3) Die Gewährung neuer Kredite an die Abnehmer der Dachpappenfabriken soll in vorsichtiger, die Interessen beider Kontrahenten schützender Weise erfolgen. Dieser soll die Gewährung längerer Kredite als auf drei Monate ganz ausgeschlossen sein.: [524, 645, 966, 708]
price-date: 11.: [588, 1749, 608, 1764]
company-notice: [986, 1082, 1448, 1291]
paragraph: 4) Die Bemühungen anderer Organisationen, der Industrie durch laufende Erteilung weiterer, wenn auch kleiner Aufträge die Existenzmöglichkeit zu verschaffen, sollen nachdrücklichst unterstützt werden.: [524, 712, 966, 775]
ledigenheime-article: [46, 609, 505, 1897]
price-date: 14. August:: [535, 1305, 608, 1320]
